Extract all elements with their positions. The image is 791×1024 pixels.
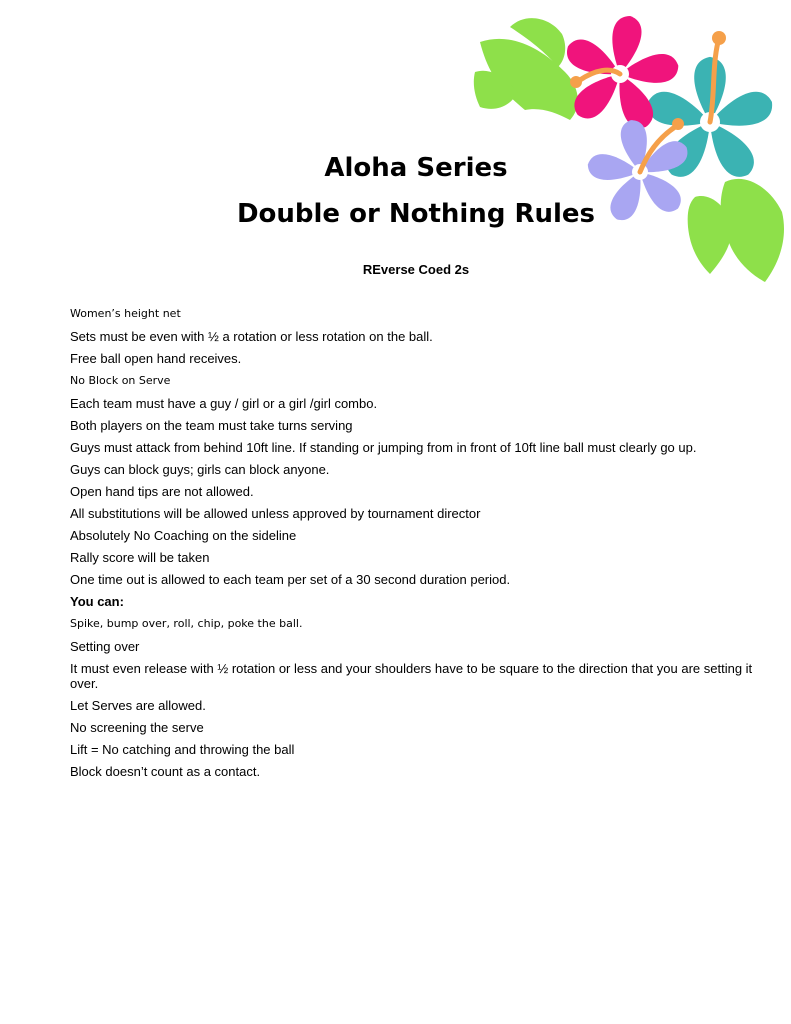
- rule-item: Spike, bump over, roll, chip, poke the ball.: [70, 617, 303, 630]
- rule-item: Block doesn’t count as a contact.: [70, 764, 261, 779]
- rule-item: Sets must be even with ½ a rotation or less rotation on the ball.: [70, 329, 433, 344]
- rule-item: Open hand tips are not allowed.: [70, 484, 254, 499]
- rule-item: All substitutions will be allowed unless approved by tournament director: [70, 506, 481, 521]
- page-subtitle: REverse Coed 2s: [362, 262, 470, 277]
- rule-item: No Block on Serve: [70, 374, 171, 387]
- rule-item: It must even release with ½ rotation or less and your shoulders have to be square to the direction that you are setting it over.: [70, 661, 753, 691]
- rule-item: Women’s height net: [70, 307, 181, 320]
- rule-item: Rally score will be taken: [70, 550, 210, 565]
- green-leaf-left-icon: [474, 18, 578, 120]
- rule-item: Let Serves are allowed.: [70, 698, 206, 713]
- rule-item: One time out is allowed to each team per set of a 30 second duration period.: [70, 572, 511, 587]
- rule-item: Guys must attack from behind 10ft line. If standing or jumping from in front of 10ft line ball must clearly go up.: [70, 440, 697, 455]
- rule-item: Lift = No catching and throwing the ball: [70, 742, 295, 757]
- rule-item: Setting over: [70, 639, 140, 654]
- rule-item: Guys can block guys; girls can block anyone.: [70, 462, 330, 477]
- rule-item: Each team must have a guy / girl or a girl /girl combo.: [70, 396, 378, 411]
- page-title-line-2: Double or Nothing Rules: [236, 199, 596, 229]
- rule-item: Absolutely No Coaching on the sideline: [70, 528, 297, 543]
- rule-item: No screening the serve: [70, 720, 204, 735]
- rule-item: You can:: [70, 594, 124, 609]
- rule-item: Both players on the team must take turns serving: [70, 418, 353, 433]
- rule-item: Free ball open hand receives.: [70, 351, 242, 366]
- hibiscus-flowers-icon: [470, 12, 791, 288]
- rules-list: [70, 306, 760, 786]
- page-title: Aloha Series: [324, 153, 508, 183]
